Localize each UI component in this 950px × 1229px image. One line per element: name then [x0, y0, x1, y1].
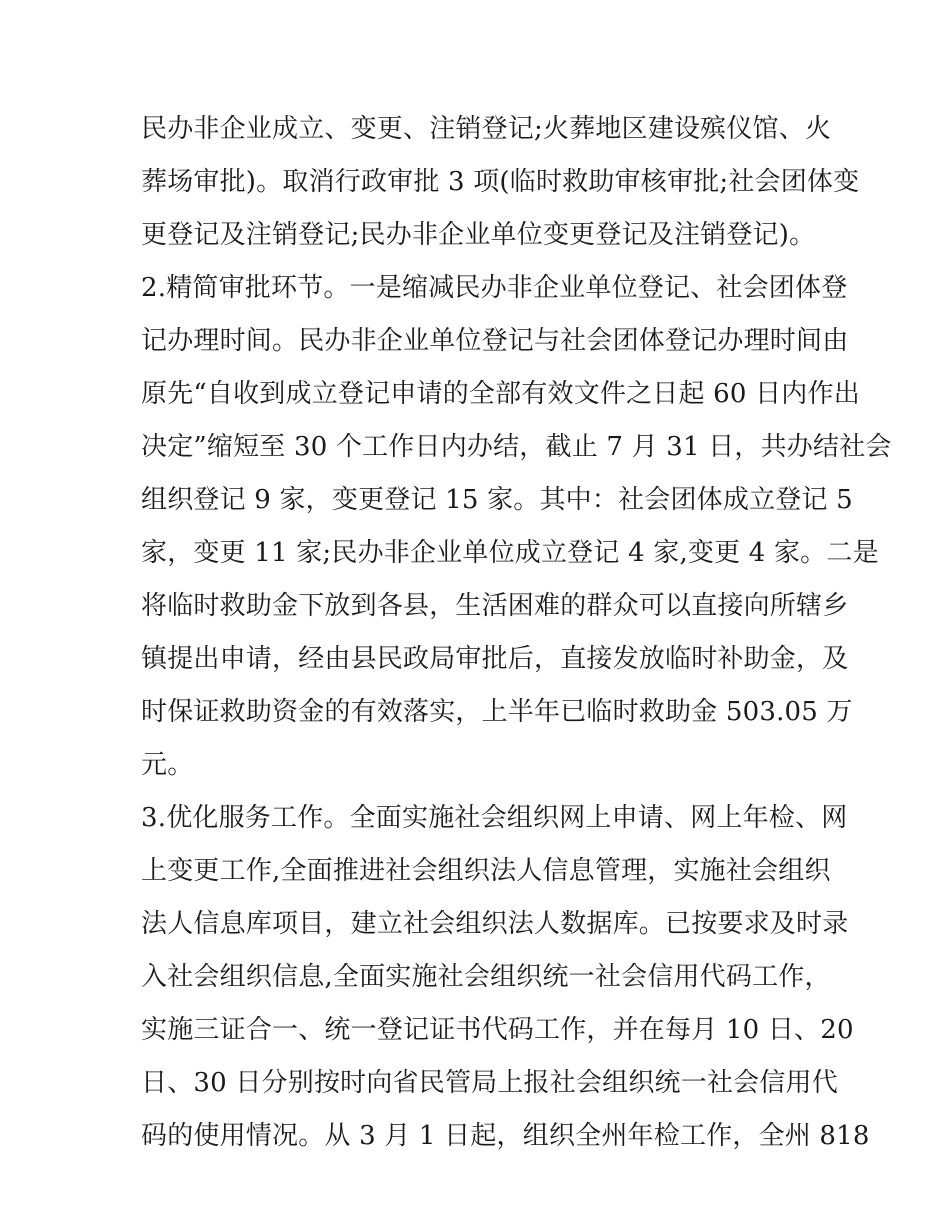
text-line: 码的使用情况。从 3 月 1 日起，组织全州年检工作，全州 818 [141, 1121, 870, 1151]
text-line: 组织登记 9 家，变更登记 15 家。其中：社会团体成立登记 5 [141, 485, 853, 515]
text-line: 民办非企业成立、变更、注销登记;火葬地区建设殡仪馆、火 [141, 114, 832, 144]
text-line: 葬场审批)。取消行政审批 3 项(临时救助审核审批;社会团体变 [141, 167, 860, 197]
text-line: 2.精简审批环节。一是缩减民办非企业单位登记、社会团体登 [141, 273, 848, 303]
text-line: 法人信息库项目，建立社会组织法人数据库。已按要求及时录 [141, 909, 849, 939]
text-line: 时保证救助资金的有效落实，上半年已临时救助金 503.05 万 [141, 697, 853, 727]
text-line: 原先“自收到成立登记申请的全部有效文件之日起 60 日内作出 [141, 379, 860, 409]
text-line: 记办理时间。民办非企业单位登记与社会团体登记办理时间由 [141, 326, 849, 356]
text-line: 家，变更 11 家;民办非企业单位成立登记 4 家,变更 4 家。二是 [141, 538, 879, 568]
text-line: 日、30 日分别按时向省民管局上报社会组织统一社会信用代 [141, 1068, 838, 1098]
text-line: 上变更工作,全面推进社会组织法人信息管理，实施社会组织 [141, 856, 831, 886]
text-line: 3.优化服务工作。全面实施社会组织网上申请、网上年检、网 [141, 803, 848, 833]
text-line: 将临时救助金下放到各县，生活困难的群众可以直接向所辖乡 [141, 591, 849, 621]
text-line: 决定”缩短至 30 个工作日内办结，截止 7 月 31 日，共办结社会 [141, 432, 892, 462]
text-line: 更登记及注销登记;民办非企业单位变更登记及注销登记)。 [141, 220, 816, 250]
text-line: 元。 [141, 750, 194, 780]
text-line: 实施三证合一、统一登记证书代码工作，并在每月 10 日、20 [141, 1015, 854, 1045]
text-line: 镇提出申请，经由县民政局审批后，直接发放临时补助金，及 [141, 644, 849, 674]
text-line: 入社会组织信息,全面实施社会组织统一社会信用代码工作， [141, 962, 831, 992]
